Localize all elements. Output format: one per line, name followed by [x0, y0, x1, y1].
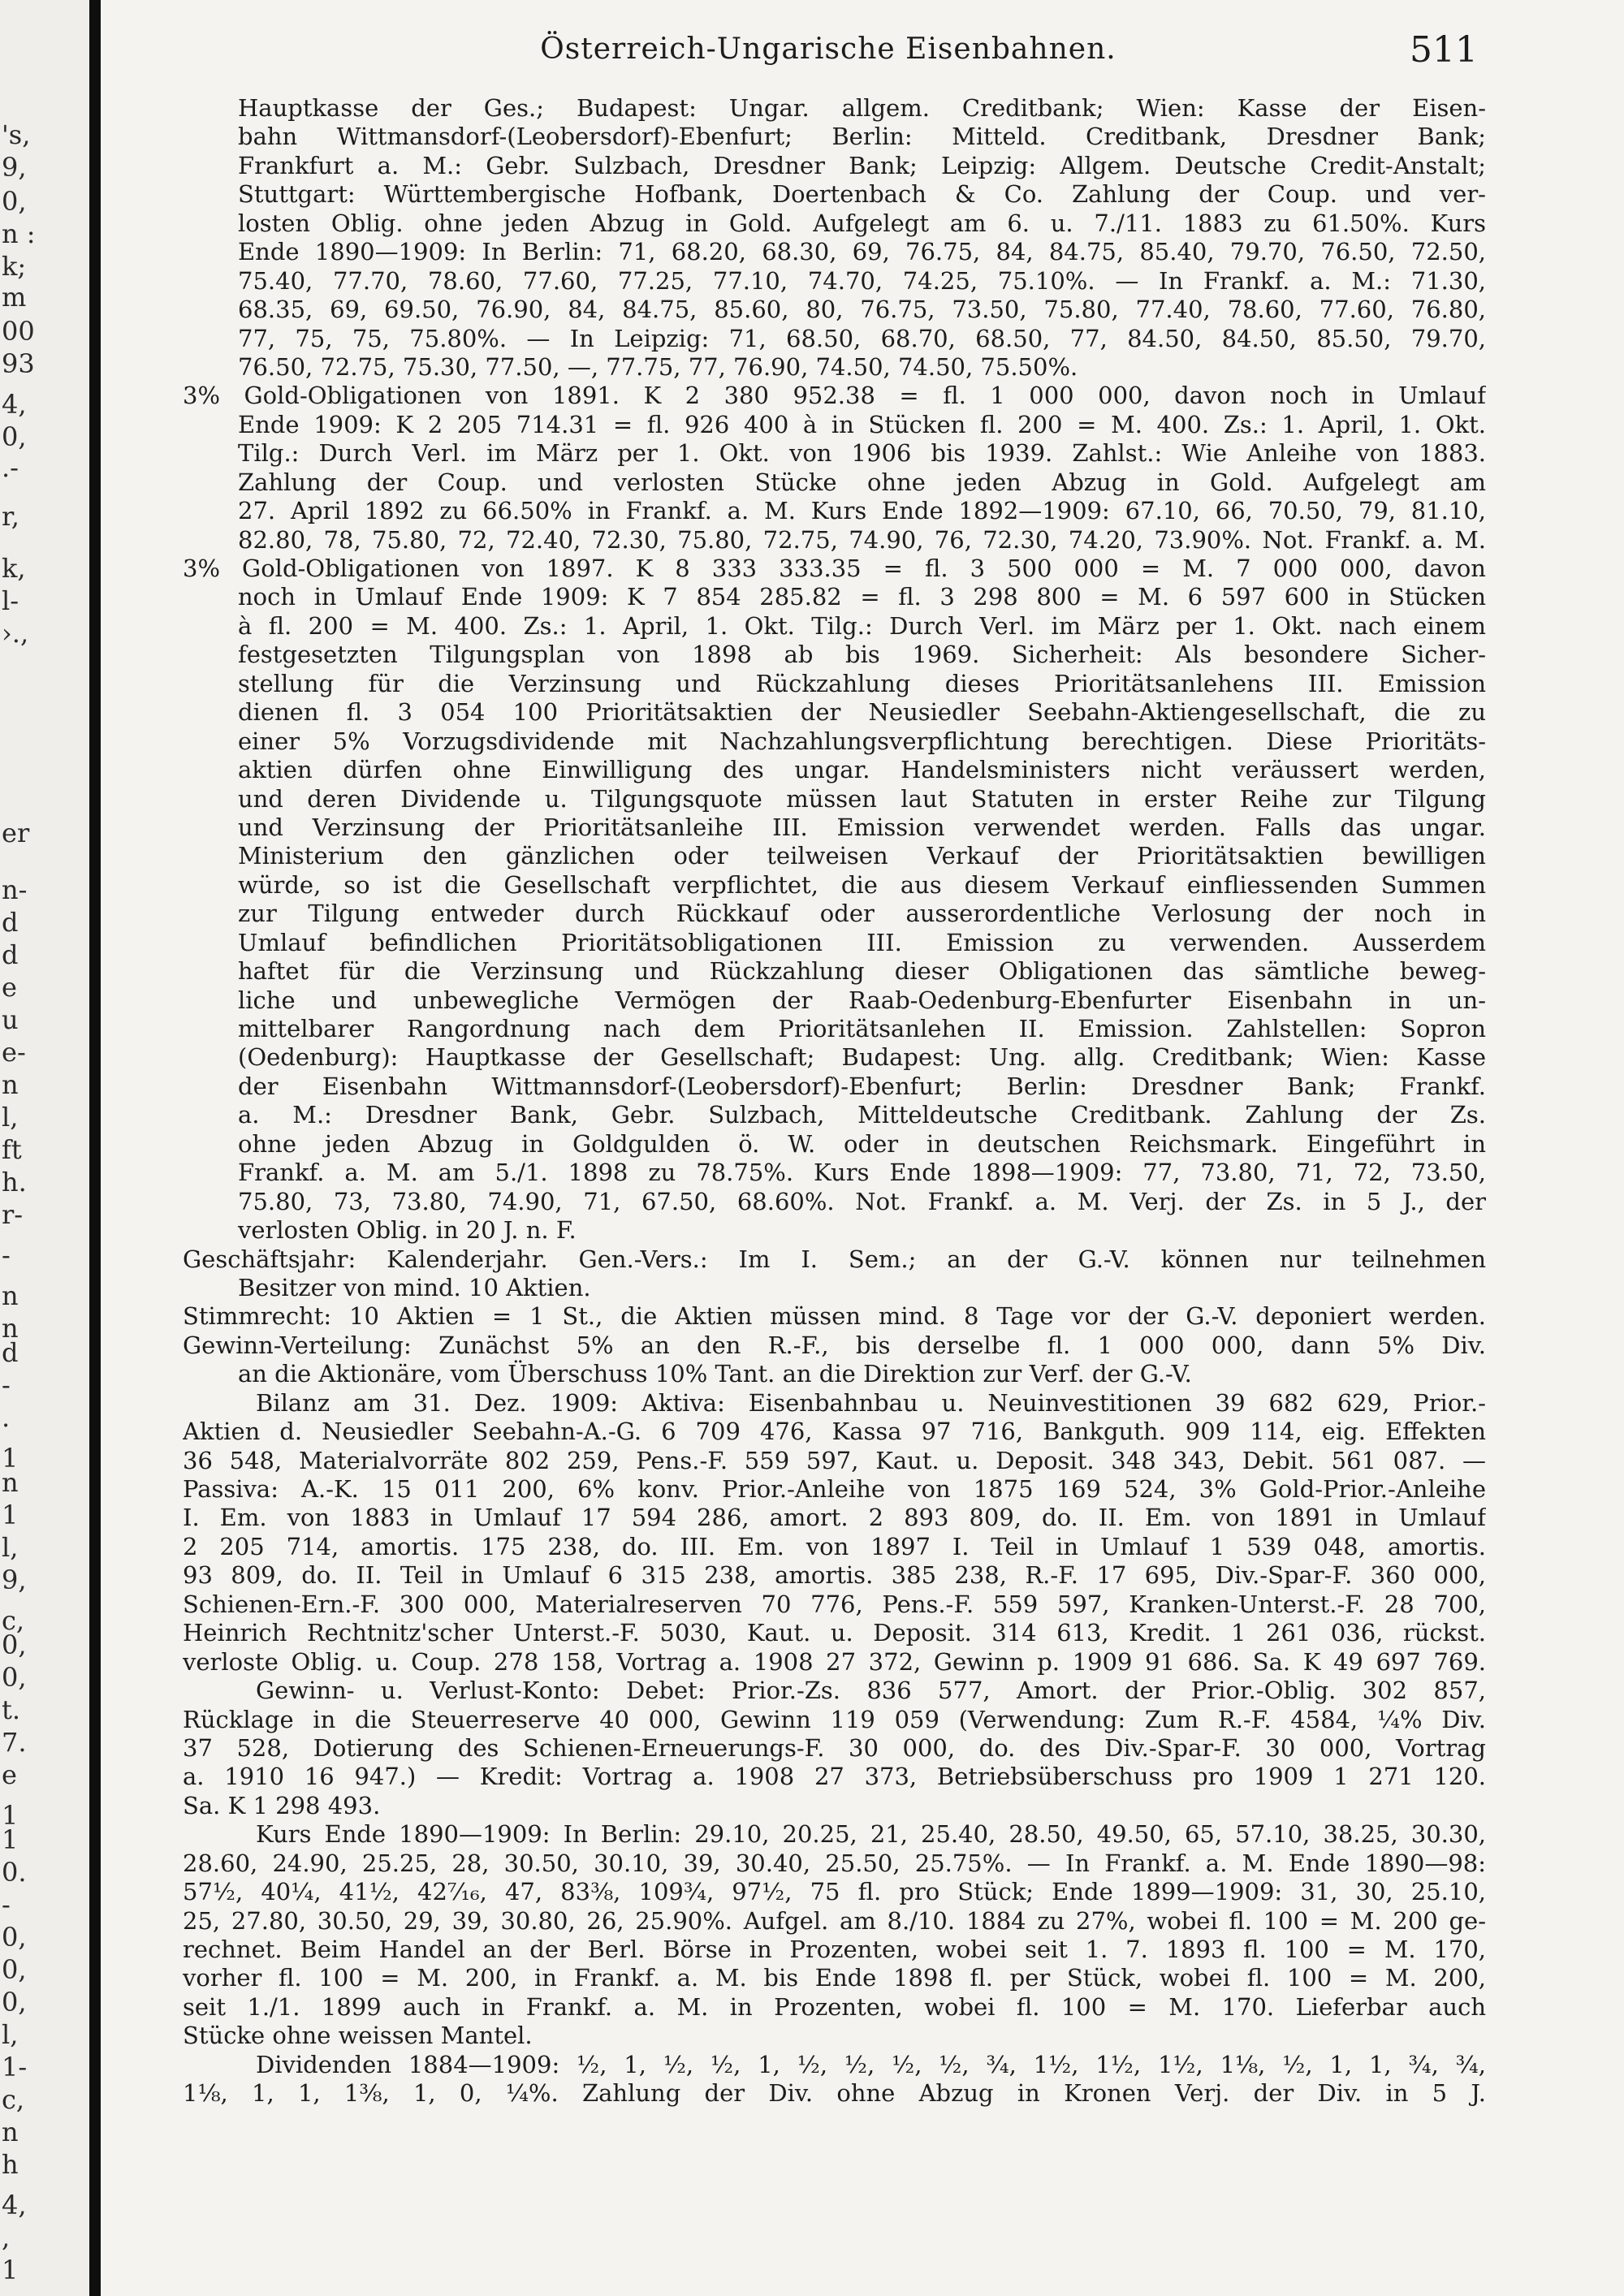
text-line: Dividenden 1884—1909: ½, 1, ½, ½, 1, ½, ½, ½, ½, ¾, 1½, 1½, 1½, 1⅛, ½, 1, 1, ¾, ¾,: [256, 2050, 1486, 2078]
margin-fragment: r-: [2, 1199, 24, 1230]
text-line: stellung für die Verzinsung und Rückzahlung dieses Prioritätsanlehens III. Emission: [238, 669, 1486, 697]
text-line: 75.80, 73, 73.80, 74.90, 71, 67.50, 68.60%. Not. Frankf. a. M. Verj. der Zs. in 5 J., der: [238, 1187, 1486, 1215]
text-line: à fl. 200 = M. 400. Zs.: 1. April, 1. Okt. Tilg.: Durch Verl. im März per 1. Okt. nach einem: [238, 611, 1486, 640]
margin-fragment: 1: [2, 1824, 19, 1855]
margin-fragment: 4,: [2, 389, 27, 420]
margin-fragment: .-: [2, 452, 19, 483]
margin-fragment: e: [2, 1759, 17, 1790]
margin-fragment: n: [2, 1069, 19, 1100]
margin-fragment: 's,: [2, 119, 31, 150]
margin-fragment: ft: [2, 1134, 22, 1165]
text-line: Bilanz am 31. Dez. 1909: Aktiva: Eisenbahnbau u. Neuinvestitionen 39 682 629, Prior.-: [256, 1388, 1486, 1417]
margin-fragment: 0,: [2, 1629, 27, 1660]
text-line: Kurs Ende 1890—1909: In Berlin: 29.10, 20.25, 21, 25.40, 28.50, 49.50, 65, 57.10, 38.25, 30.30,: [256, 1820, 1486, 1849]
margin-fragment: d: [2, 1337, 19, 1368]
text-line: 93 809, do. II. Teil in Umlauf 6 315 238, amortis. 385 238, R.-F. 17 695, Div.-Spar-F. 360 000,: [183, 1561, 1486, 1590]
text-line: Ende 1890—1909: In Berlin: 71, 68.20, 68.30, 69, 76.75, 84, 84.75, 85.40, 79.70, 76.50, 72.50,: [238, 238, 1486, 266]
text-line: 82.80, 78, 75.80, 72, 72.40, 72.30, 75.80, 72.75, 74.90, 76, 72.30, 74.20, 73.90%. Not. Frankf. a. M.: [238, 525, 1486, 554]
page-number: 511: [1410, 29, 1478, 71]
text-line: verlosten Oblig. in 20 J. n. F.: [238, 1216, 577, 1245]
margin-fragment: e-: [2, 1037, 26, 1068]
margin-fragment: n: [2, 1313, 19, 1344]
margin-fragment: 0,: [2, 1987, 27, 2018]
margin-fragment: ,: [2, 2222, 11, 2253]
margin-fragment: ›.,: [2, 618, 29, 649]
text-line: Hauptkasse der Ges.; Budapest: Ungar. allgem. Creditbank; Wien: Kasse der Eisen-: [238, 94, 1486, 122]
margin-fragment: c,: [2, 1605, 25, 1636]
text-line: würde, so ist die Gesellschaft verpflichtet, die aus diesem Verkauf einfliessenden Summen: [238, 870, 1486, 899]
margin-fragment: l,: [2, 1532, 19, 1563]
text-line: Umlauf befindlichen Prioritätsobligationen III. Emission zu verwenden. Ausserdem: [238, 928, 1486, 956]
text-line: der Eisenbahn Wittmannsdorf-(Leobersdorf)-Ebenfurt; Berlin: Dresdner Bank; Frankf.: [238, 1072, 1486, 1100]
margin-fragment: d: [2, 907, 19, 938]
running-head: Österreich-Ungarische Eisenbahnen.: [540, 32, 1116, 66]
margin-fragment: k;: [2, 251, 27, 282]
text-line: Aktien d. Neusiedler Seebahn-A.-G. 6 709 476, Kassa 97 716, Bankguth. 909 114, eig. Effekten: [183, 1418, 1486, 1446]
text-line: 1⅛, 1, 1, 1⅜, 1, 0, ¼%. Zahlung der Div. ohne Abzug in Kronen Verj. der Div. in 5 J.: [183, 2079, 1486, 2108]
text-line: haftet für die Verzinsung und Rückzahlung dieser Obligationen das sämtliche beweg-: [238, 957, 1486, 986]
margin-fragment: n: [2, 1280, 19, 1311]
left-page-margin-strip: [0, 0, 89, 2296]
margin-fragment: .: [2, 1402, 11, 1433]
text-line: rechnet. Beim Handel an der Berl. Börse in Prozenten, wobei seit 1. 7. 1893 fl. 100 = M. 170,: [183, 1936, 1486, 1963]
margin-fragment: -: [2, 1370, 11, 1400]
margin-fragment: 0,: [2, 1662, 27, 1693]
text-line: Rücklage in die Steuerreserve 40 000, Gewinn 119 059 (Verwendung: Zum R.-F. 4584, ¼% Div.: [183, 1705, 1486, 1733]
margin-fragment: 93: [2, 348, 35, 379]
text-line: Ende 1909: K 2 205 714.31 = fl. 926 400 à in Stücken fl. 200 = M. 400. Zs.: 1. April, 1. Okt.: [238, 410, 1486, 438]
margin-fragment: 1: [2, 1500, 19, 1530]
margin-fragment: h: [2, 2149, 19, 2180]
margin-fragment: 9,: [2, 152, 27, 183]
margin-fragment: 0,: [2, 1922, 27, 1953]
text-line: Schienen-Ern.-F. 300 000, Materialreserven 70 776, Pens.-F. 559 597, Kranken-Unterst.-F. 28 700,: [183, 1590, 1486, 1618]
margin-fragment: n :: [2, 218, 36, 249]
text-line: an die Aktionäre, vom Überschuss 10% Tant. an die Direktion zur Verf. der G.-V.: [238, 1360, 1192, 1388]
text-line: festgesetzten Tilgungsplan von 1898 ab bis 1969. Sicherheit: Als besondere Sicher-: [238, 641, 1486, 669]
text-line: Stimmrecht: 10 Aktien = 1 St., die Aktien müssen mind. 8 Tage vor der G.-V. deponiert werden.: [183, 1302, 1486, 1331]
text-line: Stücke ohne weissen Mantel.: [183, 2022, 533, 2050]
margin-fragment: 7.: [2, 1727, 27, 1758]
text-line: 76.50, 72.75, 75.30, 77.50, —, 77.75, 77, 76.90, 74.50, 74.50, 75.50%.: [238, 352, 1078, 381]
text-line: zur Tilgung entweder durch Rückkauf oder ausserordentliche Verlosung der noch in: [238, 900, 1486, 928]
page-gutter-bar: [89, 0, 101, 2296]
text-line: seit 1./1. 1899 auch in Frankf. a. M. in Prozenten, wobei fl. 100 = M. 170. Lieferbar auch: [183, 1992, 1486, 2021]
text-line: noch in Umlauf Ende 1909: K 7 854 285.82 = fl. 3 298 800 = M. 6 597 600 in Stücken: [238, 583, 1486, 611]
text-line: Ministerium den gänzlichen oder teilweisen Verkauf der Prioritätsaktien bewilligen: [238, 842, 1486, 870]
margin-fragment: 0,: [2, 1954, 27, 1985]
margin-fragment: 1: [2, 1800, 19, 1831]
margin-fragment: 1: [2, 2255, 19, 2285]
margin-fragment: -: [2, 1889, 11, 1920]
margin-fragment: 00: [2, 316, 35, 347]
text-line: Besitzer von mind. 10 Aktien.: [238, 1273, 591, 1301]
text-line: Zahlung der Coup. und verlosten Stücke ohne jeden Abzug in Gold. Aufgelegt am: [238, 468, 1486, 496]
text-line: vorher fl. 100 = M. 200, in Frankf. a. M. bis Ende 1898 fl. per Stück, wobei fl. 100 = M. 200,: [183, 1964, 1486, 1992]
margin-fragment: 1: [2, 1443, 19, 1474]
text-line: dienen fl. 3 054 100 Prioritätsaktien der Neusiedler Seebahn-Aktiengesellschaft, die zu: [238, 698, 1486, 727]
text-line: Gewinn- u. Verlust-Konto: Debet: Prior.-Zs. 836 577, Amort. der Prior.-Oblig. 302 857,: [256, 1677, 1486, 1705]
margin-fragment: 9,: [2, 1564, 27, 1595]
margin-fragment: er: [2, 818, 30, 848]
margin-fragment: 0.: [2, 1857, 27, 1888]
text-line: 3% Gold-Obligationen von 1891. K 2 380 952.38 = fl. 1 000 000, davon noch in Umlauf: [183, 382, 1486, 410]
text-line: 2 205 714, amortis. 175 238, do. III. Em. von 1897 I. Teil in Umlauf 1 539 048, amortis.: [183, 1532, 1486, 1560]
text-line: 36 548, Materialvorräte 802 259, Pens.-F. 559 597, Kaut. u. Deposit. 348 343, Debit. 561 087. —: [183, 1446, 1486, 1474]
text-line: mittelbarer Rangordnung nach dem Prioritätsanlehen II. Emission. Zahlstellen: Sopron: [238, 1015, 1486, 1042]
text-line: 77, 75, 75, 75.80%. — In Leipzig: 71, 68.50, 68.70, 68.50, 77, 84.50, 84.50, 85.50, 79.70,: [238, 324, 1486, 352]
margin-fragment: l,: [2, 2019, 19, 2050]
margin-fragment: -: [2, 1240, 11, 1271]
text-line: 75.40, 77.70, 78.60, 77.60, 77.25, 77.10, 74.70, 74.25, 75.10%. — In Frankf. a. M.: 71.30,: [238, 266, 1486, 295]
text-line: bahn Wittmansdorf-(Leobersdorf)-Ebenfurt; Berlin: Mitteld. Creditbank, Dresdner Bank;: [238, 123, 1486, 151]
text-line: liche und unbewegliche Vermögen der Raab-Oedenburg-Ebenfurter Eisenbahn in un-: [238, 986, 1486, 1014]
text-line: einer 5% Vorzugsdividende mit Nachzahlungsverpflichtung berechtigen. Diese Prioritäts-: [238, 727, 1486, 755]
text-line: ohne jeden Abzug in Goldgulden ö. W. oder in deutschen Reichsmark. Eingeführt in: [238, 1129, 1486, 1158]
text-line: Frankf. a. M. am 5./1. 1898 zu 78.75%. Kurs Ende 1898—1909: 77, 73.80, 71, 72, 73.50,: [238, 1159, 1486, 1187]
text-line: 3% Gold-Obligationen von 1897. K 8 333 333.35 = fl. 3 500 000 = M. 7 000 000, davon: [183, 555, 1486, 582]
text-line: 37 528, Dotierung des Schienen-Erneuerungs-F. 30 000, do. des Div.-Spar-F. 30 000, Vortrag: [183, 1733, 1486, 1762]
margin-fragment: h.: [2, 1167, 27, 1198]
text-line: losten Oblig. ohne jeden Abzug in Gold. Aufgelegt am 6. u. 7./11. 1883 zu 61.50%. Kurs: [238, 209, 1486, 237]
text-line: 25, 27.80, 30.50, 29, 39, 30.80, 26, 25.90%. Aufgel. am 8./10. 1884 zu 27%, wobei fl. 100 = M. 200 ge-: [183, 1906, 1486, 1935]
text-line: a. M.: Dresdner Bank, Gebr. Sulzbach, Mitteldeutsche Creditbank. Zahlung der Zs.: [238, 1101, 1486, 1129]
margin-fragment: u: [2, 1004, 19, 1035]
margin-fragment: 0,: [2, 186, 27, 217]
margin-fragment: n-: [2, 874, 28, 905]
text-line: Sa. K 1 298 493.: [183, 1791, 381, 1819]
margin-fragment: e: [2, 972, 17, 1003]
text-line: Passiva: A.-K. 15 011 200, 6% konv. Prior.-Anleihe von 1875 169 524, 3% Gold-Prior.-Anleihe: [183, 1475, 1486, 1503]
margin-fragment: l,: [2, 1102, 19, 1133]
page-header: [179, 29, 1478, 81]
text-line: Tilg.: Durch Verl. im März per 1. Okt. von 1906 bis 1939. Zahlst.: Wie Anleihe von 1883.: [238, 439, 1486, 468]
text-line: Gewinn-Verteilung: Zunächst 5% an den R.-F., bis derselbe fl. 1 000 000, dann 5% Div.: [183, 1331, 1486, 1359]
margin-fragment: d: [2, 939, 19, 970]
margin-fragment: n: [2, 2117, 19, 2147]
text-line: (Oedenburg): Hauptkasse der Gesellschaft; Budapest: Ung. allg. Creditbank; Wien: Kasse: [238, 1043, 1486, 1072]
text-line: Geschäftsjahr: Kalenderjahr. Gen.-Vers.: Im I. Sem.; an der G.-V. können nur teilnehmen: [183, 1245, 1486, 1273]
margin-fragment: r,: [2, 501, 19, 532]
text-line: Frankfurt a. M.: Gebr. Sulzbach, Dresdner Bank; Leipzig: Allgem. Deutsche Credit-Anstalt;: [238, 151, 1486, 179]
text-line: 27. April 1892 zu 66.50% in Frankf. a. M. Kurs Ende 1892—1909: 67.10, 66, 70.50, 79, 81.10,: [238, 497, 1486, 525]
text-line: 28.60, 24.90, 25.25, 28, 30.50, 30.10, 39, 30.40, 25.50, 25.75%. — In Frankf. a. M. Ende 1890—98:: [183, 1849, 1486, 1877]
margin-fragment: 0,: [2, 421, 27, 452]
text-line: Stuttgart: Württembergische Hofbank, Doertenbach & Co. Zahlung der Coup. und ver-: [238, 180, 1486, 209]
text-line: und Verzinsung der Prioritätsanleihe III. Emission verwendet werden. Falls das ungar.: [238, 813, 1486, 841]
margin-fragment: t.: [2, 1694, 21, 1725]
margin-fragment: n: [2, 1467, 19, 1498]
margin-fragment: c,: [2, 2084, 25, 2115]
text-line: 68.35, 69, 69.50, 76.90, 84, 84.75, 85.60, 80, 76.75, 73.50, 75.80, 77.40, 78.60, 77.60, 76.80,: [238, 296, 1486, 324]
text-line: I. Em. von 1883 in Umlauf 17 594 286, amort. 2 893 809, do. II. Em. von 1891 in Umlauf: [183, 1504, 1486, 1532]
page-body: [183, 94, 1486, 2108]
margin-fragment: 4,: [2, 2190, 27, 2220]
margin-fragment: m: [2, 282, 27, 313]
text-line: und deren Dividende u. Tilgungsquote müssen laut Statuten in erster Reihe zur Tilgung: [238, 784, 1486, 813]
text-line: 57½, 40¼, 41½, 42⁷⁄₁₆, 47, 83⅜, 109¾, 97½, 75 fl. pro Stück; Ende 1899—1909: 31, 30, 25.10,: [183, 1878, 1486, 1906]
margin-fragment: 1-: [2, 2052, 28, 2082]
text-line: Heinrich Rechtnitz'scher Unterst.-F. 5030, Kaut. u. Deposit. 314 613, Kredit. 1 261 036, rückst.: [183, 1619, 1486, 1647]
margin-fragment: k,: [2, 553, 26, 584]
text-line: aktien dürfen ohne Einwilligung des ungar. Handelsministers nicht veräussert werden,: [238, 756, 1486, 784]
text-line: a. 1910 16 947.) — Kredit: Vortrag a. 1908 27 373, Betriebsüberschuss pro 1909 1 271 120.: [183, 1763, 1486, 1791]
margin-fragment: l-: [2, 585, 19, 616]
text-line: verloste Oblig. u. Coup. 278 158, Vortrag a. 1908 27 372, Gewinn p. 1909 91 686. Sa. K 49 697 769.: [183, 1647, 1486, 1676]
